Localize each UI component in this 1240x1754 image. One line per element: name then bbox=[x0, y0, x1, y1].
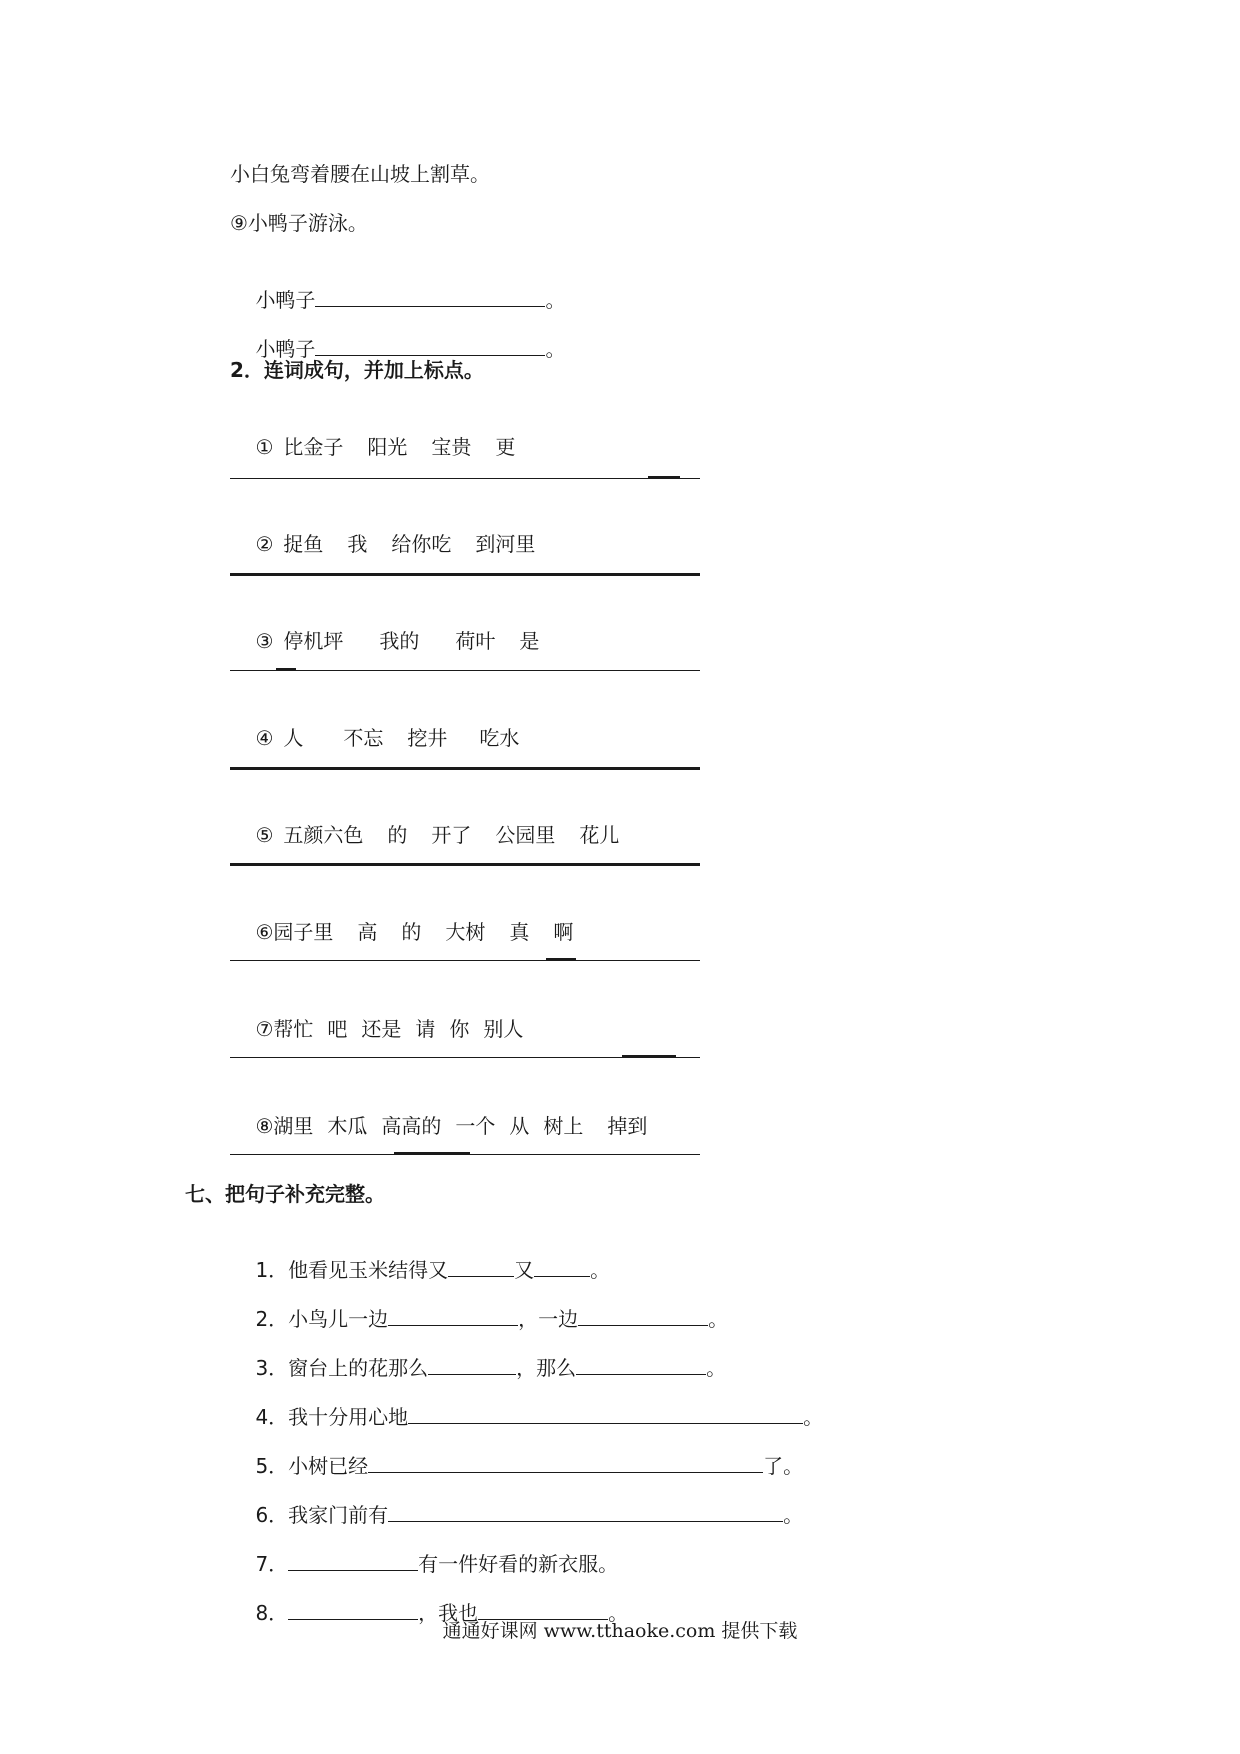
s2-item5-word: 五颜六色 bbox=[283, 823, 364, 847]
s7-item2-text: ，一边 bbox=[518, 1307, 579, 1331]
s7-item1-blank1[interactable] bbox=[448, 1256, 514, 1277]
s7-item2-text: 。 bbox=[708, 1307, 729, 1331]
s2-item7-word: 你 bbox=[449, 1017, 470, 1041]
s2-item8-word: 高高的 bbox=[381, 1114, 442, 1138]
s2-item7-word: 还是 bbox=[361, 1017, 402, 1041]
s2-item7-num: ⑦ bbox=[255, 1017, 274, 1041]
item9-line1-end: 。 bbox=[545, 288, 566, 312]
s2-item8-word: 木瓜 bbox=[327, 1114, 368, 1138]
s7-item6-text: 我家门前有 bbox=[288, 1503, 389, 1527]
intro-line: 小白兔弯着腰在山坡上割草。 bbox=[230, 162, 490, 186]
s2-item6-word: 高 bbox=[357, 920, 378, 944]
s2-item8-dash bbox=[394, 1152, 470, 1154]
s7-item6-num: 6． bbox=[255, 1503, 289, 1527]
footer-credit: 通通好课网 www.tthaoke.com 提供下载 bbox=[442, 1620, 798, 1642]
s2-item3-answer-line[interactable] bbox=[230, 670, 700, 671]
s2-item8-word: 掉到 bbox=[607, 1114, 648, 1138]
s2-item5-word: 花儿 bbox=[579, 823, 620, 847]
s2-item7-dash bbox=[622, 1055, 676, 1057]
item9-line2-end: 。 bbox=[545, 337, 566, 361]
s7-item3-text: 窗台上的花那么 bbox=[288, 1356, 429, 1380]
s2-item8-word: 从 bbox=[509, 1114, 530, 1138]
s7-item3-text: ，那么 bbox=[516, 1356, 577, 1380]
s2-item5-num: ⑤ bbox=[255, 823, 274, 847]
s2-item6-num: ⑥ bbox=[255, 920, 274, 944]
s2-item2-word: 到河里 bbox=[475, 532, 536, 556]
s2-item2-num: ② bbox=[255, 532, 274, 556]
s2-item8 bbox=[230, 1084, 647, 1168]
s2-item7-word: 吧 bbox=[327, 1017, 348, 1041]
s7-item6-text: 。 bbox=[783, 1503, 804, 1527]
s2-item5-word: 的 bbox=[387, 823, 408, 847]
s7-item2-blank2[interactable] bbox=[578, 1305, 708, 1326]
s2-item8-word: 一个 bbox=[455, 1114, 496, 1138]
s2-item2-word: 给你吃 bbox=[391, 532, 452, 556]
s2-item3-word: 我的 bbox=[379, 629, 420, 653]
s7-item7-blank1[interactable] bbox=[288, 1550, 418, 1571]
s7-item3-num: 3． bbox=[255, 1356, 289, 1380]
s2-item1-word: 比金子 bbox=[283, 435, 344, 459]
s2-item7-word: 请 bbox=[415, 1017, 436, 1041]
item9-blank1[interactable] bbox=[315, 286, 545, 307]
s2-item2-word: 捉鱼 bbox=[283, 532, 324, 556]
s2-item2-word: 我 bbox=[347, 532, 368, 556]
s2-item5-answer-line[interactable] bbox=[230, 863, 700, 866]
s7-item4-num: 4． bbox=[255, 1405, 289, 1429]
s7-item5-text: 了。 bbox=[763, 1454, 804, 1478]
s7-item1-text: 他看见玉米结得又 bbox=[288, 1258, 449, 1282]
s2-item6-word: 的 bbox=[401, 920, 422, 944]
s2-item4-word: 挖井 bbox=[407, 726, 448, 750]
s7-item4-blank1[interactable] bbox=[408, 1403, 803, 1424]
s7-item1-num: 1． bbox=[255, 1258, 289, 1282]
s2-item1-dash bbox=[648, 476, 680, 478]
s7-item4-text: 。 bbox=[803, 1405, 824, 1429]
s2-item6-word: 大树 bbox=[445, 920, 486, 944]
s2-item6-word: 啊 bbox=[553, 920, 574, 944]
item9-line2-prefix: 小鸭子 bbox=[255, 337, 316, 361]
s2-item6 bbox=[230, 890, 573, 974]
s2-item8-num: ⑧ bbox=[255, 1114, 274, 1138]
s2-item3-dash bbox=[276, 668, 296, 670]
s2-item4-answer-line[interactable] bbox=[230, 767, 700, 770]
section7-title: 七、把句子补充完整。 bbox=[185, 1182, 385, 1206]
s7-item8-text: 。 bbox=[608, 1601, 629, 1625]
s2-item3-word: 是 bbox=[519, 629, 540, 653]
s7-item4-text: 我十分用心地 bbox=[288, 1405, 409, 1429]
s7-item2-blank1[interactable] bbox=[388, 1305, 518, 1326]
s2-item6-answer-line[interactable] bbox=[230, 960, 700, 961]
s7-item7-num: 7． bbox=[255, 1552, 289, 1576]
s7-item6-blank1[interactable] bbox=[388, 1501, 783, 1522]
s7-item7-text: 有一件好看的新衣服。 bbox=[418, 1552, 619, 1576]
s2-item1-answer-line[interactable] bbox=[230, 478, 700, 479]
s2-item6-dash bbox=[546, 958, 576, 960]
s2-item8-word: 树上 bbox=[543, 1114, 584, 1138]
s7-item1-text: 。 bbox=[590, 1258, 611, 1282]
section2-title: 2．连词成句，并加上标点。 bbox=[230, 358, 484, 382]
s2-item3-word: 停机坪 bbox=[283, 629, 344, 653]
s7-item5-text: 小树已经 bbox=[288, 1454, 369, 1478]
s2-item4-word: 不忘 bbox=[343, 726, 384, 750]
s2-item7-word: 帮忙 bbox=[273, 1017, 314, 1041]
s2-item1-num: ① bbox=[255, 435, 274, 459]
s2-item1-word: 更 bbox=[495, 435, 516, 459]
item9-prompt: ⑨小鸭子游泳。 bbox=[230, 211, 368, 235]
s2-item3-num: ③ bbox=[255, 629, 274, 653]
item9-blank2[interactable] bbox=[315, 335, 545, 356]
s7-item3-text: 。 bbox=[706, 1356, 727, 1380]
s2-item6-word: 真 bbox=[509, 920, 530, 944]
s2-item1 bbox=[230, 405, 515, 489]
s2-item1-word: 阳光 bbox=[367, 435, 408, 459]
s2-item5-word: 公园里 bbox=[495, 823, 556, 847]
s7-item8-num: 8． bbox=[255, 1601, 289, 1625]
s2-item4-word: 吃水 bbox=[479, 726, 520, 750]
s7-item1-text: 又 bbox=[514, 1258, 535, 1282]
s7-item3-blank1[interactable] bbox=[428, 1354, 516, 1375]
s7-item8-text: ，我也 bbox=[418, 1601, 479, 1625]
s2-item7-word: 别人 bbox=[483, 1017, 524, 1041]
s7-item1-blank2[interactable] bbox=[534, 1256, 590, 1277]
s2-item6-word: 园子里 bbox=[273, 920, 334, 944]
s2-item4-word: 人 bbox=[283, 726, 304, 750]
s2-item8-answer-line[interactable] bbox=[230, 1154, 700, 1155]
s7-item2-text: 小鸟儿一边 bbox=[288, 1307, 389, 1331]
s7-item2-num: 2． bbox=[255, 1307, 289, 1331]
s7-item3-blank2[interactable] bbox=[576, 1354, 706, 1375]
s2-item7 bbox=[230, 987, 523, 1071]
s2-item1-word: 宝贵 bbox=[431, 435, 472, 459]
s2-item7-answer-line[interactable] bbox=[230, 1057, 700, 1058]
s2-item3-word: 荷叶 bbox=[455, 629, 496, 653]
s7-item5-num: 5． bbox=[255, 1454, 289, 1478]
s2-item4-num: ④ bbox=[255, 726, 274, 750]
item9-line1-prefix: 小鸭子 bbox=[255, 288, 316, 312]
s2-item5-word: 开了 bbox=[431, 823, 472, 847]
s2-item8-word: 湖里 bbox=[273, 1114, 314, 1138]
s2-item2-answer-line[interactable] bbox=[230, 573, 700, 576]
s7-item5-blank1[interactable] bbox=[368, 1452, 763, 1473]
